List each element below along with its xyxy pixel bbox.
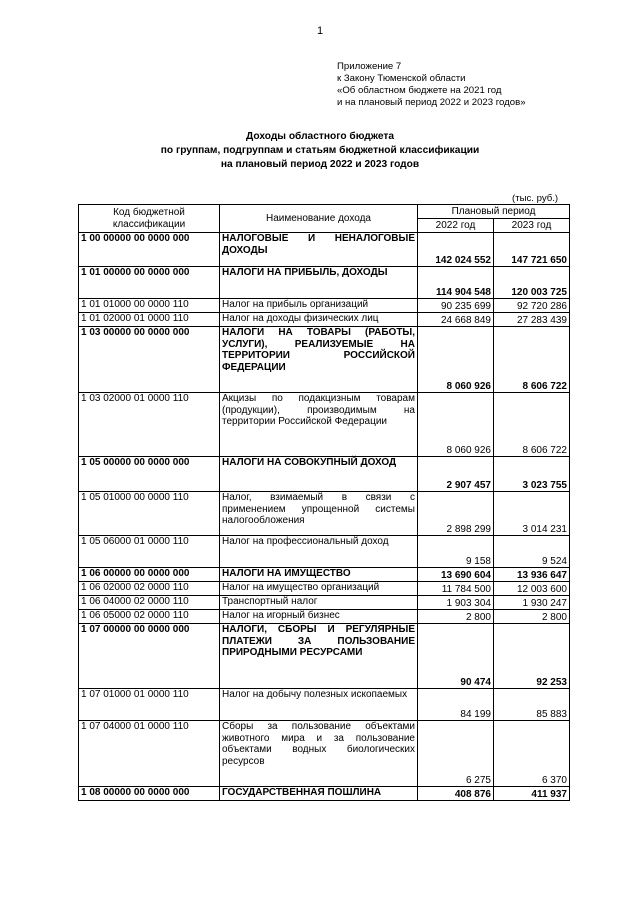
row-value-2022: 408 876 bbox=[418, 787, 494, 801]
row-name: Налог, взимаемый в связи с применением упрощенной системы налогообложения bbox=[220, 492, 418, 536]
row-value-2022: 114 904 548 bbox=[418, 267, 494, 299]
row-value-2023: 147 721 650 bbox=[494, 233, 570, 267]
revenue-table bbox=[78, 204, 570, 801]
row-value-2023: 8 606 722 bbox=[494, 393, 570, 457]
row-code: 1 05 06000 01 0000 110 bbox=[79, 536, 220, 568]
row-name: Транспортный налог bbox=[220, 596, 418, 610]
row-code: 1 01 01000 00 0000 110 bbox=[79, 299, 220, 313]
row-value-2022: 2 800 bbox=[418, 610, 494, 624]
row-value-2022: 84 199 bbox=[418, 689, 494, 721]
row-code: 1 01 02000 01 0000 110 bbox=[79, 313, 220, 327]
row-code: 1 06 02000 02 0000 110 bbox=[79, 582, 220, 596]
row-code: 1 07 04000 01 0000 110 bbox=[79, 721, 220, 787]
row-name: Акцизы по подакцизным товарам (продукции), производимым на территории Российской Федерации bbox=[220, 393, 418, 457]
table-row bbox=[79, 327, 570, 393]
row-value-2023: 2 800 bbox=[494, 610, 570, 624]
header-name: Наименование дохода bbox=[220, 205, 418, 233]
row-value-2022: 24 668 849 bbox=[418, 313, 494, 327]
row-name: НАЛОГИ, СБОРЫ И РЕГУЛЯРНЫЕ ПЛАТЕЖИ ЗА ПОЛЬЗОВАНИЕ ПРИРОДНЫМИ РЕСУРСАМИ bbox=[220, 624, 418, 689]
header-year-2023: 2023 год bbox=[494, 219, 570, 233]
row-code: 1 00 00000 00 0000 000 bbox=[79, 233, 220, 267]
table-row bbox=[79, 536, 570, 568]
row-value-2022: 8 060 926 bbox=[418, 393, 494, 457]
row-code: 1 03 02000 01 0000 110 bbox=[79, 393, 220, 457]
row-name: Налог на прибыль организаций bbox=[220, 299, 418, 313]
row-code: 1 06 00000 00 0000 000 bbox=[79, 568, 220, 582]
row-value-2022: 142 024 552 bbox=[418, 233, 494, 267]
unit-label: (тыс. руб.) bbox=[512, 193, 559, 204]
table-row bbox=[79, 267, 570, 299]
row-value-2022: 1 903 304 bbox=[418, 596, 494, 610]
title-line: по группам, подгруппам и статьям бюджетной классификации bbox=[160, 145, 480, 156]
row-value-2023: 92 253 bbox=[494, 624, 570, 689]
row-value-2023: 8 606 722 bbox=[494, 327, 570, 393]
row-name: Налог на имущество организаций bbox=[220, 582, 418, 596]
document-title bbox=[0, 130, 640, 172]
row-code: 1 06 04000 02 0000 110 bbox=[79, 596, 220, 610]
row-name: НАЛОГИ НА ТОВАРЫ (РАБОТЫ, УСЛУГИ), РЕАЛИЗУЕМЫЕ НА ТЕРРИТОРИИ РОССИЙСКОЙ ФЕДЕРАЦИИ bbox=[220, 327, 418, 393]
row-value-2022: 2 907 457 bbox=[418, 457, 494, 492]
title-line: Доходы областного бюджета bbox=[245, 131, 395, 142]
header-year-2022: 2022 год bbox=[418, 219, 494, 233]
row-name: Налог на добычу полезных ископаемых bbox=[220, 689, 418, 721]
table-row bbox=[79, 457, 570, 492]
appendix-line: к Закону Тюменской области bbox=[337, 73, 466, 84]
row-name: Сборы за пользование объектами животного мира и за пользование объектами водных биологических ресурсов bbox=[220, 721, 418, 787]
table-row bbox=[79, 299, 570, 313]
table-row bbox=[79, 492, 570, 536]
table-row bbox=[79, 393, 570, 457]
page-number: 1 bbox=[316, 25, 324, 37]
row-code: 1 08 00000 00 0000 000 bbox=[79, 787, 220, 801]
row-code: 1 05 00000 00 0000 000 bbox=[79, 457, 220, 492]
row-value-2023: 92 720 286 bbox=[494, 299, 570, 313]
row-name: НАЛОГОВЫЕ И НЕНАЛОГОВЫЕ ДОХОДЫ bbox=[220, 233, 418, 267]
row-name: Налог на профессиональный доход bbox=[220, 536, 418, 568]
table-row bbox=[79, 568, 570, 582]
table-row bbox=[79, 596, 570, 610]
row-value-2022: 90 474 bbox=[418, 624, 494, 689]
row-name: НАЛОГИ НА ИМУЩЕСТВО bbox=[220, 568, 418, 582]
table-row bbox=[79, 689, 570, 721]
row-value-2023: 3 014 231 bbox=[494, 492, 570, 536]
row-value-2023: 411 937 bbox=[494, 787, 570, 801]
row-value-2023: 12 003 600 bbox=[494, 582, 570, 596]
table-row bbox=[79, 313, 570, 327]
row-code: 1 05 01000 00 0000 110 bbox=[79, 492, 220, 536]
row-code: 1 06 05000 02 0000 110 bbox=[79, 610, 220, 624]
row-value-2023: 3 023 755 bbox=[494, 457, 570, 492]
row-name: Налог на доходы физических лиц bbox=[220, 313, 418, 327]
row-code: 1 07 01000 01 0000 110 bbox=[79, 689, 220, 721]
appendix-line: и на плановый период 2022 и 2023 годов» bbox=[337, 97, 526, 108]
row-value-2022: 13 690 604 bbox=[418, 568, 494, 582]
header-period: Плановый период bbox=[418, 205, 570, 219]
title-line: на плановый период 2022 и 2023 годов bbox=[220, 159, 420, 170]
appendix-line: Приложение 7 bbox=[337, 61, 402, 72]
row-value-2022: 2 898 299 bbox=[418, 492, 494, 536]
table-row bbox=[79, 721, 570, 787]
table-row bbox=[79, 582, 570, 596]
row-value-2022: 8 060 926 bbox=[418, 327, 494, 393]
row-value-2022: 11 784 500 bbox=[418, 582, 494, 596]
row-value-2022: 6 275 bbox=[418, 721, 494, 787]
table-row bbox=[79, 624, 570, 689]
row-name: НАЛОГИ НА ПРИБЫЛЬ, ДОХОДЫ bbox=[220, 267, 418, 299]
table-row bbox=[79, 610, 570, 624]
row-code: 1 07 00000 00 0000 000 bbox=[79, 624, 220, 689]
header-code: Код бюджетной классификации bbox=[79, 205, 220, 233]
row-value-2023: 27 283 439 bbox=[494, 313, 570, 327]
row-code: 1 03 00000 00 0000 000 bbox=[79, 327, 220, 393]
row-value-2023: 120 003 725 bbox=[494, 267, 570, 299]
row-value-2022: 90 235 699 bbox=[418, 299, 494, 313]
row-name: Налог на игорный бизнес bbox=[220, 610, 418, 624]
table-row bbox=[79, 787, 570, 801]
table-row bbox=[79, 233, 570, 267]
row-code: 1 01 00000 00 0000 000 bbox=[79, 267, 220, 299]
row-value-2023: 6 370 bbox=[494, 721, 570, 787]
row-value-2023: 13 936 647 bbox=[494, 568, 570, 582]
row-value-2023: 85 883 bbox=[494, 689, 570, 721]
row-value-2022: 9 158 bbox=[418, 536, 494, 568]
appendix-note bbox=[337, 61, 526, 109]
appendix-line: «Об областном бюджете на 2021 год bbox=[337, 85, 502, 96]
row-value-2023: 9 524 bbox=[494, 536, 570, 568]
row-name: ГОСУДАРСТВЕННАЯ ПОШЛИНА bbox=[220, 787, 418, 801]
row-name: НАЛОГИ НА СОВОКУПНЫЙ ДОХОД bbox=[220, 457, 418, 492]
row-value-2023: 1 930 247 bbox=[494, 596, 570, 610]
